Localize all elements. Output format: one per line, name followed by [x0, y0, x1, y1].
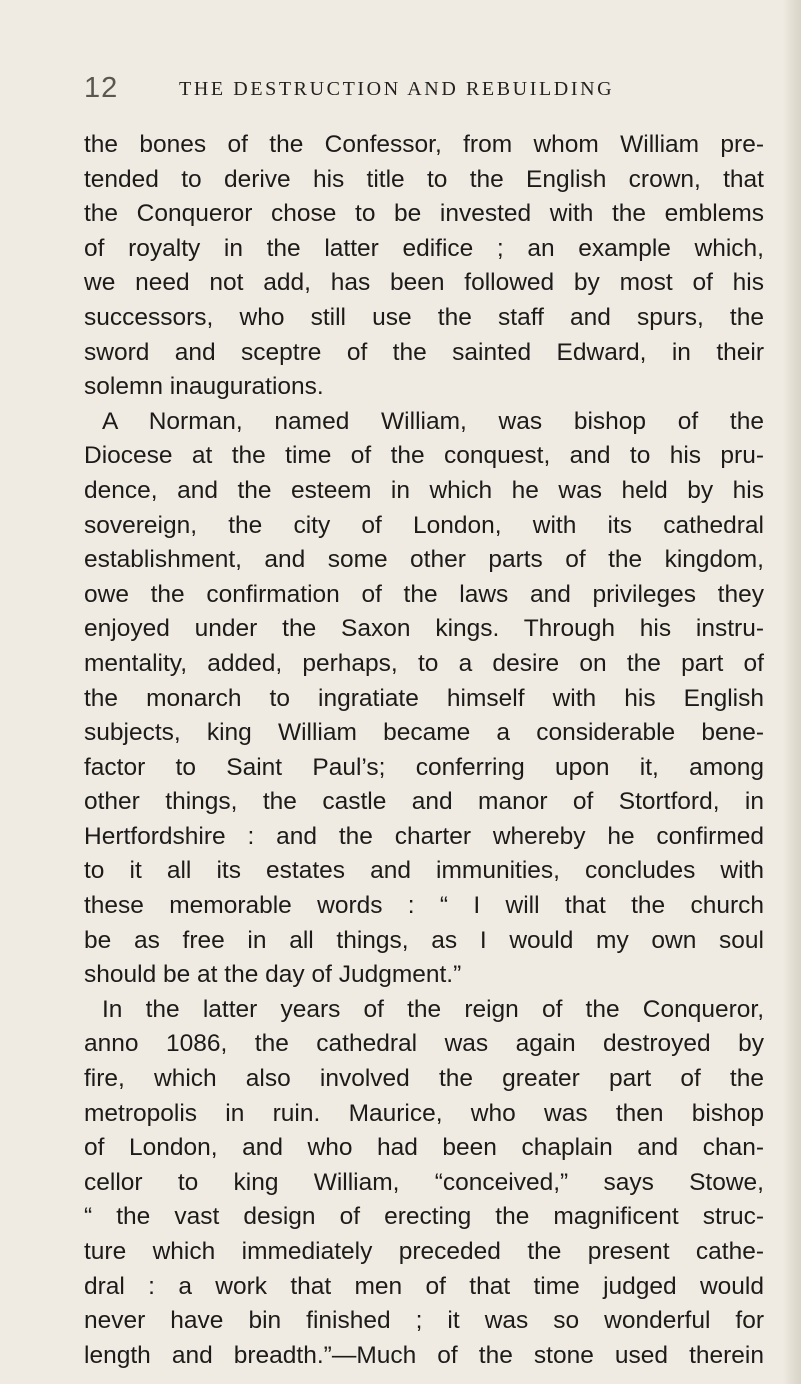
- text-line: length and breadth.”—Much of the stone used therein: [84, 1341, 764, 1369]
- text-line: ture which immediately preceded the present cathe-: [84, 1238, 764, 1265]
- text-line: subjects, king William became a considerable bene-: [84, 719, 764, 747]
- text-line: enjoyed under the Saxon kings. Through his instru-: [84, 615, 764, 643]
- text-line: of London, and who had been chaplain and chan-: [84, 1134, 764, 1162]
- running-head: THE DESTRUCTION AND REBUILDING: [179, 78, 615, 100]
- text-line: we need not add, has been followed by most of his: [84, 269, 764, 297]
- text-line: sovereign, the city of London, with its cathedral: [84, 511, 764, 539]
- text-line: solemn inaugurations.: [84, 373, 324, 401]
- text-line: the monarch to ingratiate himself with his English: [84, 684, 764, 712]
- text-line: to it all its estates and immunities, concludes with: [84, 857, 764, 885]
- text-line: cellor to king William, “conceived,” says Stowe,: [84, 1168, 764, 1196]
- text-line: Diocese at the time of the conquest, and to his pru-: [84, 442, 764, 470]
- text-line: other things, the castle and manor of Stortford, in: [84, 788, 764, 816]
- text-line: A Norman, named William, was bishop of the: [102, 407, 764, 435]
- text-line: “ the vast design of erecting the magnificent struc-: [84, 1203, 764, 1231]
- text-line: metropolis in ruin. Maurice, who was then bishop: [84, 1099, 764, 1127]
- page-number: 12: [84, 72, 119, 104]
- text-line: fire, which also involved the greater part of the: [84, 1065, 764, 1093]
- text-line: owe the confirmation of the laws and privileges they: [84, 580, 764, 608]
- page-header: [84, 72, 684, 112]
- text-line: should be at the day of Judgment.”: [84, 961, 462, 989]
- text-line: dral : a work that men of that time judged would: [84, 1272, 764, 1300]
- text-line: sword and sceptre of the sainted Edward, in their: [84, 338, 764, 366]
- text-line: factor to Saint Paul’s; conferring upon it, among: [84, 753, 764, 781]
- text-line: the bones of the Confessor, from whom William pre-: [84, 131, 764, 158]
- text-line: establishment, and some other parts of the kingdom,: [84, 546, 764, 574]
- text-line: of royalty in the latter edifice ; an example which,: [84, 234, 764, 262]
- body-text: [84, 128, 764, 1373]
- text-line: Hertfordshire : and the charter whereby he confirmed: [84, 822, 764, 850]
- text-line: tended to derive his title to the English crown, that: [84, 165, 764, 193]
- text-line: these memorable words : “ I will that the church: [84, 892, 764, 920]
- text-line: the Conqueror chose to be invested with the emblems: [84, 200, 764, 228]
- text-line: anno 1086, the cathedral was again destroyed by: [84, 1030, 764, 1058]
- text-line: In the latter years of the reign of the Conqueror,: [102, 995, 764, 1023]
- page-edge-shadow: [783, 0, 801, 1384]
- text-line: dence, and the esteem in which he was held by his: [84, 476, 764, 504]
- text-line: be as free in all things, as I would my own soul: [84, 926, 764, 954]
- text-line: successors, who still use the staff and spurs, the: [84, 303, 764, 331]
- text-line: never have bin finished ; it was so wonderful for: [84, 1307, 764, 1335]
- text-line: mentality, added, perhaps, to a desire on the part of: [84, 649, 764, 677]
